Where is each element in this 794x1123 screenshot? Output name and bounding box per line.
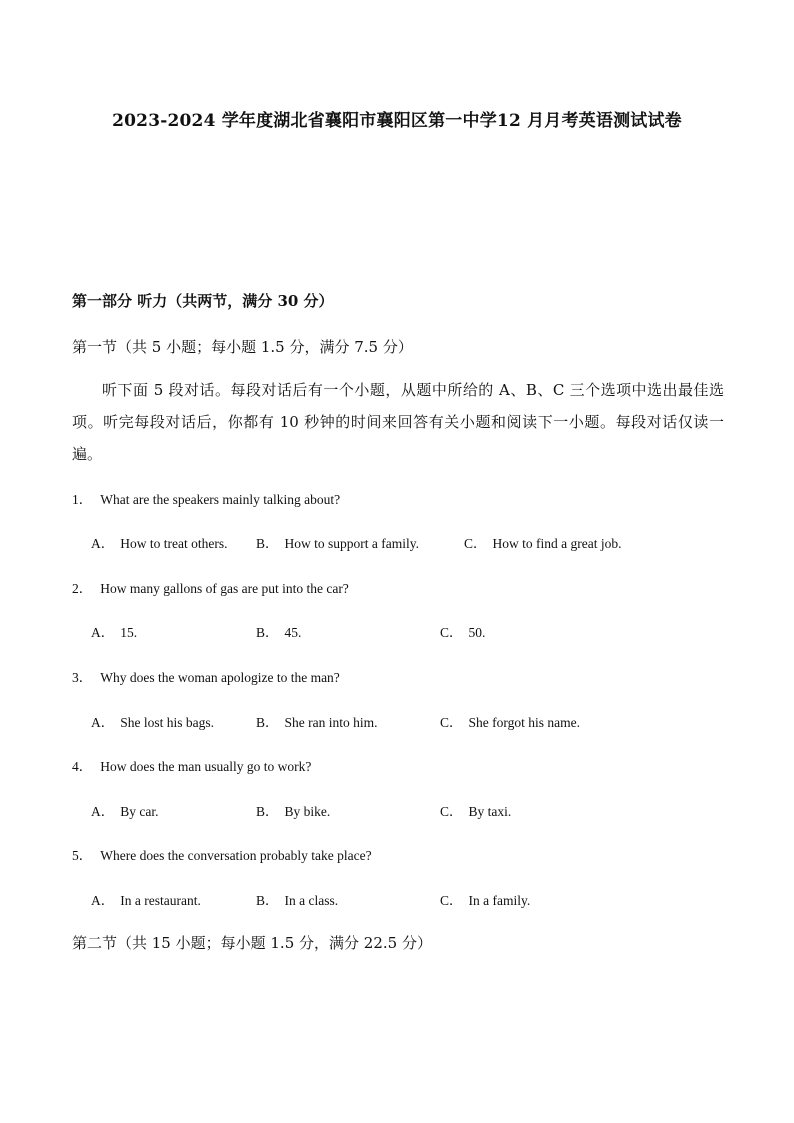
option-text: She forgot his name. — [468, 715, 581, 730]
option-4b — [256, 800, 330, 820]
option-text: By bike. — [284, 804, 331, 819]
question-number: 3． — [72, 670, 93, 685]
question-3 — [72, 666, 340, 686]
option-4a — [91, 800, 159, 820]
exam-title: 2023-2024 学年度湖北省襄阳市襄阳区第一中学12 月月考英语测试试卷 — [112, 111, 682, 131]
option-letter: B． — [256, 715, 279, 730]
option-4c — [440, 800, 511, 820]
option-letter: B． — [256, 536, 279, 551]
option-2b — [256, 621, 301, 641]
option-letter: A． — [91, 625, 115, 640]
question-text: How does the man usually go to work? — [100, 759, 312, 774]
question-number: 4． — [72, 759, 93, 774]
option-letter: A． — [91, 536, 115, 551]
question-text: Where does the conversation probably take place? — [100, 848, 372, 863]
option-1a — [91, 532, 227, 552]
option-letter: C． — [464, 536, 487, 551]
option-text: She ran into him. — [284, 715, 378, 730]
option-text: In a family. — [468, 893, 531, 908]
question-text: Why does the woman apologize to the man? — [100, 670, 340, 685]
option-text: In a class. — [284, 893, 339, 908]
part1-heading: 第一部分 听力（共两节，满分 30 分） — [72, 292, 334, 310]
option-5a — [91, 889, 201, 909]
option-2c — [440, 621, 485, 641]
option-1b — [256, 532, 419, 552]
option-text: 45. — [284, 625, 302, 640]
question-2 — [72, 577, 349, 597]
section1-instructions: 听下面 5 段对话。每段对话后有一个小题，从题中所给的 A、B、C 三个选项中选出最佳选项。听完每段对话后，你都有 10 秒钟的时间来回答有关小题和阅读下一小题。每段对话仅读一遍。 — [72, 381, 724, 463]
option-text: How to find a great job. — [492, 536, 622, 551]
question-4 — [72, 755, 311, 775]
option-letter: A． — [91, 804, 115, 819]
option-letter: C． — [440, 804, 463, 819]
question-text: What are the speakers mainly talking about? — [100, 492, 341, 507]
option-letter: A． — [91, 893, 115, 908]
option-text: How to treat others. — [120, 536, 228, 551]
question-text: How many gallons of gas are put into the car? — [100, 581, 349, 596]
question-number: 2． — [72, 581, 93, 596]
option-1c — [464, 532, 621, 552]
section1-heading: 第一节（共 5 小题；每小题 1.5 分，满分 7.5 分） — [72, 338, 413, 356]
option-letter: B． — [256, 893, 279, 908]
option-text: By car. — [120, 804, 159, 819]
option-3a — [91, 711, 214, 731]
question-1 — [72, 488, 340, 508]
option-letter: B． — [256, 625, 279, 640]
question-number: 1． — [72, 492, 93, 507]
option-text: How to support a family. — [284, 536, 419, 551]
option-text: She lost his bags. — [120, 715, 215, 730]
question-5 — [72, 844, 372, 864]
option-letter: A． — [91, 715, 115, 730]
question-number: 5． — [72, 848, 93, 863]
option-text: In a restaurant. — [120, 893, 201, 908]
option-text: 50. — [468, 625, 486, 640]
option-5c — [440, 889, 530, 909]
option-letter: C． — [440, 893, 463, 908]
option-text: 15. — [120, 625, 138, 640]
option-5b — [256, 889, 338, 909]
option-letter: B． — [256, 804, 279, 819]
option-text: By taxi. — [468, 804, 512, 819]
option-3b — [256, 711, 378, 731]
option-letter: C． — [440, 625, 463, 640]
section2-heading: 第二节（共 15 小题；每小题 1.5 分，满分 22.5 分） — [72, 934, 432, 952]
option-2a — [91, 621, 137, 641]
option-3c — [440, 711, 580, 731]
option-letter: C． — [440, 715, 463, 730]
